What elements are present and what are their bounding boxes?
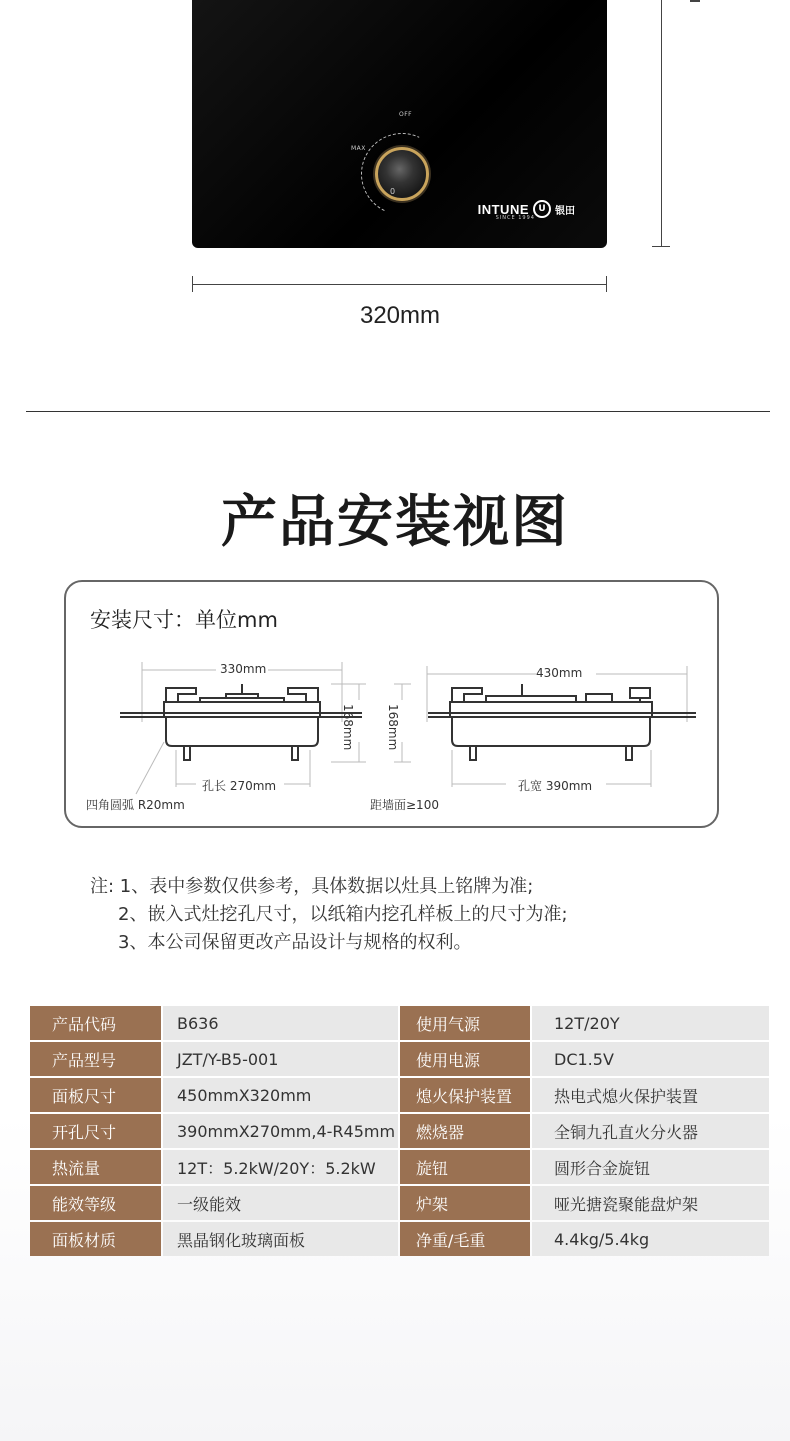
spec-key-right: 熄火保护装置: [400, 1078, 530, 1112]
section-title: 产品安装视图: [221, 490, 569, 555]
table-row: [30, 1222, 769, 1256]
right-height-label: 168mm: [386, 704, 400, 751]
left-height-label: 168mm: [341, 704, 355, 751]
note-2: 2、嵌入式灶挖孔尺寸，以纸箱内挖孔样板上的尺寸为准;: [118, 904, 568, 925]
table-row: [30, 1186, 769, 1220]
table-row: [30, 1078, 769, 1112]
notes-block: [90, 873, 750, 957]
brand-mark-icon: U: [533, 200, 551, 218]
spec-key-right: 炉架: [400, 1186, 530, 1220]
stove-panel: [192, 0, 607, 248]
spec-value-right: 哑光搪瓷聚能盘炉架: [532, 1186, 769, 1220]
spec-key-right: 净重/毛重: [400, 1222, 530, 1256]
wall-distance-label: 距墙面≥100: [370, 798, 439, 812]
spec-value-left: JZT/Y-B5-001: [163, 1042, 398, 1076]
right-width-label: 430mm: [536, 666, 583, 680]
install-diagram: [64, 580, 719, 828]
spec-value-right: 圆形合金旋钮: [532, 1150, 769, 1184]
brand-logo: [477, 200, 575, 221]
diagram-heading: 安装尺寸：单位mm: [90, 608, 278, 632]
knob-ignite-label: 0: [390, 187, 396, 196]
knob-max-label: MAX: [351, 145, 366, 152]
spec-value-right: 12T/20Y: [532, 1006, 769, 1040]
spec-key-left: 面板材质: [30, 1222, 161, 1256]
brand-cn-name: 银田: [555, 205, 575, 217]
right-hole-label: 孔宽 390mm: [518, 779, 593, 793]
left-hole-label: 孔长 270mm: [202, 779, 277, 793]
spec-key-right: 燃烧器: [400, 1114, 530, 1148]
spec-key-left: 面板尺寸: [30, 1078, 161, 1112]
height-dimension-end: [652, 246, 670, 247]
table-row: [30, 1006, 769, 1040]
left-stove-section: [120, 684, 362, 760]
width-dimension-label: 320mm: [359, 302, 441, 329]
spec-value-left: 一级能效: [163, 1186, 398, 1220]
spec-key-left: 能效等级: [30, 1186, 161, 1220]
spec-value-left: 黑晶钢化玻璃面板: [163, 1222, 398, 1256]
spec-value-left: 450mmX320mm: [163, 1078, 398, 1112]
table-row: [30, 1114, 769, 1148]
width-dimension-left-tick: [192, 276, 193, 292]
spec-value-right: DC1.5V: [532, 1042, 769, 1076]
control-knob: [375, 147, 429, 201]
section-divider: [26, 411, 770, 412]
brand-name: INTUNE: [477, 201, 529, 217]
spec-value-left: 390mmX270mm,4-R45mm: [163, 1114, 398, 1148]
spec-key-left: 热流量: [30, 1150, 161, 1184]
spec-value-left: 12T：5.2kW/20Y：5.2kW: [163, 1150, 398, 1184]
knob-assembly: [347, 111, 447, 215]
spec-key-right: 使用气源: [400, 1006, 530, 1040]
spec-key-right: 旋钮: [400, 1150, 530, 1184]
width-dimension-line: [192, 284, 607, 285]
height-dimension-line: [661, 0, 662, 247]
table-row: [30, 1042, 769, 1076]
spec-key-left: 产品型号: [30, 1042, 161, 1076]
spec-value-right: 4.4kg/5.4kg: [532, 1222, 769, 1256]
spec-table: [30, 1006, 769, 1258]
brand-since: SINCE 1994: [495, 215, 535, 221]
product-image-area: [0, 0, 790, 420]
spec-key-left: 产品代码: [30, 1006, 161, 1040]
spec-key-left: 开孔尺寸: [30, 1114, 161, 1148]
left-width-label: 330mm: [220, 662, 267, 676]
spec-value-left: B636: [163, 1006, 398, 1040]
knob-off-label: OFF: [399, 111, 413, 118]
width-dimension-right-tick: [606, 276, 607, 292]
right-stove-section: [428, 684, 696, 760]
corner-radius-label: 四角圆弧 R20mm: [86, 798, 185, 812]
table-row: [30, 1150, 769, 1184]
right-guides: [394, 666, 687, 787]
left-guides: [136, 662, 366, 794]
spec-value-right: 全铜九孔直火分火器: [532, 1114, 769, 1148]
height-dimension-label-fragment: [690, 0, 700, 2]
spec-value-right: 热电式熄火保护装置: [532, 1078, 769, 1112]
note-3: 3、本公司保留更改产品设计与规格的权利。: [118, 932, 472, 953]
note-1: 注: 1、表中参数仅供参考，具体数据以灶具上铭牌为准;: [90, 876, 534, 897]
spec-key-right: 使用电源: [400, 1042, 530, 1076]
